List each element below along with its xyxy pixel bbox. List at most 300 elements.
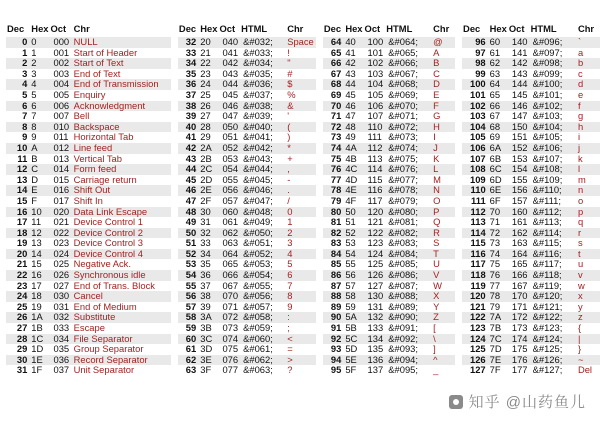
cell-oct: 024 bbox=[50, 249, 73, 260]
cell-dec: 104 bbox=[462, 122, 489, 133]
cell-dec: 69 bbox=[323, 90, 344, 101]
cell-html: &#075; bbox=[385, 154, 432, 165]
cell-hex: 18 bbox=[30, 291, 49, 302]
cell-dec: 88 bbox=[323, 291, 344, 302]
cell-oct: 057 bbox=[218, 196, 240, 207]
cell-html: &#095; bbox=[385, 365, 432, 376]
cell-chr: ; bbox=[286, 323, 316, 334]
cell-hex: 3B bbox=[199, 323, 218, 334]
cell-html: &#094; bbox=[385, 355, 432, 366]
cell-hex: 66 bbox=[489, 101, 508, 112]
table-row bbox=[323, 365, 455, 376]
cell-chr: 6 bbox=[286, 270, 316, 281]
cell-html: &#077; bbox=[385, 175, 432, 186]
ascii-table-lowercase bbox=[462, 22, 600, 376]
cell-dec: 98 bbox=[462, 58, 489, 69]
cell-html: &#071; bbox=[385, 111, 432, 122]
table-row bbox=[178, 196, 316, 207]
cell-chr: Start of Text bbox=[73, 58, 171, 69]
cell-html: &#040; bbox=[240, 122, 286, 133]
cell-html: &#121; bbox=[530, 302, 577, 313]
cell-oct: 145 bbox=[508, 90, 530, 101]
cell-chr: s bbox=[577, 238, 600, 249]
cell-oct: 171 bbox=[508, 302, 530, 313]
cell-chr: K bbox=[432, 154, 455, 165]
cell-hex: 1B bbox=[30, 323, 49, 334]
cell-oct: 037 bbox=[50, 365, 73, 376]
cell-hex: 23 bbox=[199, 69, 218, 80]
cell-html: &#051; bbox=[240, 238, 286, 249]
cell-chr: End of Medium bbox=[73, 302, 171, 313]
cell-hex: 5C bbox=[344, 334, 363, 345]
col-hex: Hex bbox=[489, 22, 508, 37]
cell-chr: 5 bbox=[286, 259, 316, 270]
cell-chr: N bbox=[432, 185, 455, 196]
cell-html: &#073; bbox=[385, 132, 432, 143]
table-row bbox=[323, 90, 455, 101]
cell-oct: 043 bbox=[218, 69, 240, 80]
ascii-table-uppercase bbox=[323, 22, 455, 376]
col-oct: Oct bbox=[218, 22, 240, 37]
ascii-table-punctuation-digits bbox=[178, 22, 316, 376]
cell-hex: 77 bbox=[489, 281, 508, 292]
cell-oct: 165 bbox=[508, 259, 530, 270]
cell-chr: End of Text bbox=[73, 69, 171, 80]
cell-html: &#067; bbox=[385, 69, 432, 80]
cell-oct: 103 bbox=[364, 69, 386, 80]
cell-oct: 174 bbox=[508, 334, 530, 345]
cell-hex: 3C bbox=[199, 334, 218, 345]
cell-dec: 48 bbox=[178, 207, 199, 218]
cell-dec: 43 bbox=[178, 154, 199, 165]
cell-chr: Acknowledgment bbox=[73, 101, 171, 112]
cell-html: &#101; bbox=[530, 90, 577, 101]
cell-html: &#084; bbox=[385, 249, 432, 260]
cell-chr: : bbox=[286, 312, 316, 323]
cell-oct: 023 bbox=[50, 238, 73, 249]
cell-hex: 28 bbox=[199, 122, 218, 133]
cell-dec: 5 bbox=[6, 90, 30, 101]
cell-hex: 74 bbox=[489, 249, 508, 260]
cell-oct: 131 bbox=[364, 302, 386, 313]
cell-dec: 16 bbox=[6, 207, 30, 218]
cell-oct: 053 bbox=[218, 154, 240, 165]
cell-dec: 111 bbox=[462, 196, 489, 207]
cell-chr: C bbox=[432, 69, 455, 80]
cell-dec: 58 bbox=[178, 312, 199, 323]
cell-html: &#062; bbox=[240, 355, 286, 366]
cell-oct: 065 bbox=[218, 259, 240, 270]
cell-dec: 12 bbox=[6, 164, 30, 175]
cell-chr: * bbox=[286, 143, 316, 154]
cell-hex: 1A bbox=[30, 312, 49, 323]
cell-chr: T bbox=[432, 249, 455, 260]
cell-hex: 4D bbox=[344, 175, 363, 186]
cell-html: &#054; bbox=[240, 270, 286, 281]
cell-chr: Carriage return bbox=[73, 175, 171, 186]
cell-dec: 91 bbox=[323, 323, 344, 334]
cell-dec: 17 bbox=[6, 217, 30, 228]
cell-dec: 110 bbox=[462, 185, 489, 196]
cell-html: &#107; bbox=[530, 154, 577, 165]
cell-dec: 24 bbox=[6, 291, 30, 302]
cell-dec: 114 bbox=[462, 228, 489, 239]
cell-hex: 29 bbox=[199, 132, 218, 143]
cell-dec: 59 bbox=[178, 323, 199, 334]
cell-hex: 5D bbox=[344, 344, 363, 355]
cell-dec: 37 bbox=[178, 90, 199, 101]
cell-dec: 99 bbox=[462, 69, 489, 80]
cell-hex: 10 bbox=[30, 207, 49, 218]
cell-chr: Line feed bbox=[73, 143, 171, 154]
cell-oct: 025 bbox=[50, 259, 73, 270]
cell-hex: 7B bbox=[489, 323, 508, 334]
cell-hex: 79 bbox=[489, 302, 508, 313]
cell-hex: 7E bbox=[489, 355, 508, 366]
cell-chr: _ bbox=[432, 365, 455, 376]
table-row bbox=[462, 143, 600, 154]
cell-hex: 42 bbox=[344, 58, 363, 69]
cell-chr: | bbox=[577, 334, 600, 345]
cell-dec: 41 bbox=[178, 132, 199, 143]
cell-hex: 35 bbox=[199, 259, 218, 270]
cell-dec: 61 bbox=[178, 344, 199, 355]
cell-hex: 75 bbox=[489, 259, 508, 270]
cell-hex: 0 bbox=[30, 37, 49, 48]
cell-chr: G bbox=[432, 111, 455, 122]
table-row bbox=[178, 143, 316, 154]
cell-oct: 137 bbox=[364, 365, 386, 376]
cell-dec: 101 bbox=[462, 90, 489, 101]
cell-html: &#093; bbox=[385, 344, 432, 355]
cell-chr: U bbox=[432, 259, 455, 270]
cell-dec: 124 bbox=[462, 334, 489, 345]
cell-oct: 135 bbox=[364, 344, 386, 355]
cell-chr: Device Control 3 bbox=[73, 238, 171, 249]
cell-oct: 170 bbox=[508, 291, 530, 302]
cell-chr: w bbox=[577, 281, 600, 292]
table-header-row bbox=[462, 22, 600, 37]
cell-oct: 064 bbox=[218, 249, 240, 260]
cell-html: &#124; bbox=[530, 334, 577, 345]
cell-oct: 005 bbox=[50, 90, 73, 101]
cell-chr: l bbox=[577, 164, 600, 175]
cell-dec: 18 bbox=[6, 228, 30, 239]
cell-html: &#036; bbox=[240, 79, 286, 90]
cell-oct: 166 bbox=[508, 270, 530, 281]
cell-html: &#102; bbox=[530, 101, 577, 112]
cell-hex: F bbox=[30, 196, 49, 207]
cell-chr: Bell bbox=[73, 111, 171, 122]
cell-oct: 072 bbox=[218, 312, 240, 323]
cell-hex: B bbox=[30, 154, 49, 165]
cell-html: &#100; bbox=[530, 79, 577, 90]
table-row bbox=[462, 365, 600, 376]
cell-dec: 70 bbox=[323, 101, 344, 112]
cell-html: &#090; bbox=[385, 312, 432, 323]
cell-hex: 37 bbox=[199, 281, 218, 292]
cell-oct: 153 bbox=[508, 154, 530, 165]
cell-oct: 106 bbox=[364, 101, 386, 112]
cell-chr: 8 bbox=[286, 291, 316, 302]
ascii-table-control-chars bbox=[6, 22, 171, 376]
col-oct: Oct bbox=[50, 22, 73, 37]
cell-hex: 17 bbox=[30, 281, 49, 292]
cell-html: &#057; bbox=[240, 302, 286, 313]
cell-chr: ] bbox=[432, 344, 455, 355]
table-row bbox=[6, 143, 171, 154]
cell-dec: 26 bbox=[6, 312, 30, 323]
col-hex: Hex bbox=[199, 22, 218, 37]
cell-oct: 007 bbox=[50, 111, 73, 122]
cell-oct: 041 bbox=[218, 48, 240, 59]
cell-hex: D bbox=[30, 175, 49, 186]
cell-chr: r bbox=[577, 228, 600, 239]
cell-html: &#080; bbox=[385, 207, 432, 218]
cell-dec: 105 bbox=[462, 132, 489, 143]
cell-oct: 054 bbox=[218, 164, 240, 175]
cell-chr: Device Control 4 bbox=[73, 249, 171, 260]
cell-html: &#092; bbox=[385, 334, 432, 345]
table-row bbox=[178, 37, 316, 48]
cell-chr: f bbox=[577, 101, 600, 112]
cell-chr: ~ bbox=[577, 355, 600, 366]
cell-chr: W bbox=[432, 281, 455, 292]
cell-hex: 1 bbox=[30, 48, 49, 59]
cell-html: &#120; bbox=[530, 291, 577, 302]
cell-hex: 33 bbox=[199, 238, 218, 249]
cell-hex: 5F bbox=[344, 365, 363, 376]
cell-chr: ! bbox=[286, 48, 316, 59]
cell-dec: 64 bbox=[323, 37, 344, 48]
cell-dec: 94 bbox=[323, 355, 344, 366]
cell-chr: Shift Out bbox=[73, 185, 171, 196]
cell-chr: n bbox=[577, 185, 600, 196]
cell-oct: 032 bbox=[50, 312, 73, 323]
cell-chr: Form feed bbox=[73, 164, 171, 175]
cell-html: &#035; bbox=[240, 69, 286, 80]
cell-oct: 033 bbox=[50, 323, 73, 334]
cell-oct: 152 bbox=[508, 143, 530, 154]
cell-html: &#076; bbox=[385, 164, 432, 175]
cell-chr: / bbox=[286, 196, 316, 207]
cell-html: &#033; bbox=[240, 48, 286, 59]
cell-oct: 113 bbox=[364, 154, 386, 165]
cell-oct: 162 bbox=[508, 228, 530, 239]
cell-hex: 52 bbox=[344, 228, 363, 239]
cell-dec: 90 bbox=[323, 312, 344, 323]
cell-dec: 93 bbox=[323, 344, 344, 355]
cell-chr: 3 bbox=[286, 238, 316, 249]
cell-oct: 167 bbox=[508, 281, 530, 292]
cell-chr: L bbox=[432, 164, 455, 175]
cell-hex: 3F bbox=[199, 365, 218, 376]
cell-chr: Start of Header bbox=[73, 48, 171, 59]
cell-chr: e bbox=[577, 90, 600, 101]
cell-dec: 9 bbox=[6, 132, 30, 143]
cell-dec: 14 bbox=[6, 185, 30, 196]
cell-chr: ' bbox=[286, 111, 316, 122]
cell-hex: 53 bbox=[344, 238, 363, 249]
cell-dec: 96 bbox=[462, 37, 489, 48]
cell-html: &#114; bbox=[530, 228, 577, 239]
cell-hex: 40 bbox=[344, 37, 363, 48]
cell-hex: 9 bbox=[30, 132, 49, 143]
cell-oct: 164 bbox=[508, 249, 530, 260]
cell-html: &#056; bbox=[240, 291, 286, 302]
cell-chr: y bbox=[577, 302, 600, 313]
cell-oct: 051 bbox=[218, 132, 240, 143]
cell-oct: 132 bbox=[364, 312, 386, 323]
cell-dec: 72 bbox=[323, 122, 344, 133]
cell-chr: R bbox=[432, 228, 455, 239]
cell-dec: 126 bbox=[462, 355, 489, 366]
cell-oct: 110 bbox=[364, 122, 386, 133]
cell-hex: 7A bbox=[489, 312, 508, 323]
cell-dec: 87 bbox=[323, 281, 344, 292]
cell-hex: 1D bbox=[30, 344, 49, 355]
cell-oct: 050 bbox=[218, 122, 240, 133]
cell-dec: 119 bbox=[462, 281, 489, 292]
table-header-row bbox=[6, 22, 171, 37]
cell-hex: 36 bbox=[199, 270, 218, 281]
cell-dec: 100 bbox=[462, 79, 489, 90]
cell-oct: 157 bbox=[508, 196, 530, 207]
cell-chr: x bbox=[577, 291, 600, 302]
cell-html: &#039; bbox=[240, 111, 286, 122]
cell-chr: ? bbox=[286, 365, 316, 376]
cell-dec: 80 bbox=[323, 207, 344, 218]
cell-dec: 63 bbox=[178, 365, 199, 376]
cell-oct: 011 bbox=[50, 132, 73, 143]
cell-hex: 67 bbox=[489, 111, 508, 122]
cell-oct: 067 bbox=[218, 281, 240, 292]
cell-oct: 120 bbox=[364, 207, 386, 218]
cell-hex: 7D bbox=[489, 344, 508, 355]
cell-dec: 81 bbox=[323, 217, 344, 228]
cell-hex: 4B bbox=[344, 154, 363, 165]
cell-chr: 0 bbox=[286, 207, 316, 218]
cell-oct: 044 bbox=[218, 79, 240, 90]
cell-oct: 010 bbox=[50, 122, 73, 133]
cell-dec: 82 bbox=[323, 228, 344, 239]
cell-oct: 121 bbox=[364, 217, 386, 228]
cell-chr: F bbox=[432, 101, 455, 112]
cell-hex: 5E bbox=[344, 355, 363, 366]
cell-chr: = bbox=[286, 344, 316, 355]
cell-html: &#063; bbox=[240, 365, 286, 376]
cell-chr: Record Separator bbox=[73, 355, 171, 366]
cell-oct: 014 bbox=[50, 164, 73, 175]
table-row bbox=[462, 90, 600, 101]
cell-chr: Escape bbox=[73, 323, 171, 334]
cell-hex: 34 bbox=[199, 249, 218, 260]
cell-chr: Enquiry bbox=[73, 90, 171, 101]
cell-html: &#105; bbox=[530, 132, 577, 143]
cell-dec: 4 bbox=[6, 79, 30, 90]
cell-dec: 65 bbox=[323, 48, 344, 59]
cell-chr: Device Control 2 bbox=[73, 228, 171, 239]
cell-chr: d bbox=[577, 79, 600, 90]
cell-dec: 38 bbox=[178, 101, 199, 112]
cell-oct: 026 bbox=[50, 270, 73, 281]
cell-oct: 035 bbox=[50, 344, 73, 355]
col-html: HTML bbox=[385, 22, 432, 37]
cell-html: &#108; bbox=[530, 164, 577, 175]
cell-hex: 51 bbox=[344, 217, 363, 228]
cell-oct: 056 bbox=[218, 185, 240, 196]
cell-hex: 8 bbox=[30, 122, 49, 133]
cell-dec: 46 bbox=[178, 185, 199, 196]
cell-hex: 2D bbox=[199, 175, 218, 186]
cell-oct: 122 bbox=[364, 228, 386, 239]
cell-hex: 24 bbox=[199, 79, 218, 90]
cell-hex: 5A bbox=[344, 312, 363, 323]
cell-dec: 118 bbox=[462, 270, 489, 281]
cell-oct: 031 bbox=[50, 302, 73, 313]
watermark-text: 知乎 @山药鱼儿 bbox=[468, 394, 586, 411]
cell-oct: 001 bbox=[50, 48, 73, 59]
cell-hex: 47 bbox=[344, 111, 363, 122]
cell-chr: Z bbox=[432, 312, 455, 323]
cell-hex: 50 bbox=[344, 207, 363, 218]
cell-html: &#034; bbox=[240, 58, 286, 69]
cell-oct: 112 bbox=[364, 143, 386, 154]
cell-html: &#085; bbox=[385, 259, 432, 270]
cell-oct: 003 bbox=[50, 69, 73, 80]
cell-chr: > bbox=[286, 355, 316, 366]
cell-oct: 127 bbox=[364, 281, 386, 292]
cell-dec: 49 bbox=[178, 217, 199, 228]
cell-dec: 73 bbox=[323, 132, 344, 143]
cell-html: &#086; bbox=[385, 270, 432, 281]
cell-oct: 021 bbox=[50, 217, 73, 228]
cell-hex: 7 bbox=[30, 111, 49, 122]
cell-oct: 004 bbox=[50, 79, 73, 90]
cell-oct: 000 bbox=[50, 37, 73, 48]
cell-chr: D bbox=[432, 79, 455, 90]
cell-html: &#111; bbox=[530, 196, 577, 207]
cell-hex: 78 bbox=[489, 291, 508, 302]
cell-oct: 176 bbox=[508, 355, 530, 366]
cell-oct: 146 bbox=[508, 101, 530, 112]
table-row bbox=[178, 90, 316, 101]
cell-oct: 172 bbox=[508, 312, 530, 323]
cell-dec: 89 bbox=[323, 302, 344, 313]
cell-oct: 042 bbox=[218, 58, 240, 69]
cell-dec: 20 bbox=[6, 249, 30, 260]
cell-html: &#038; bbox=[240, 101, 286, 112]
col-dec: Dec bbox=[178, 22, 199, 37]
cell-chr: P bbox=[432, 207, 455, 218]
cell-chr: Q bbox=[432, 217, 455, 228]
cell-dec: 84 bbox=[323, 249, 344, 260]
cell-dec: 3 bbox=[6, 69, 30, 80]
cell-html: &#042; bbox=[240, 143, 286, 154]
cell-html: &#053; bbox=[240, 259, 286, 270]
cell-hex: 68 bbox=[489, 122, 508, 133]
cell-html: &#088; bbox=[385, 291, 432, 302]
cell-hex: 2C bbox=[199, 164, 218, 175]
cell-dec: 47 bbox=[178, 196, 199, 207]
cell-hex: 27 bbox=[199, 111, 218, 122]
cell-hex: 2F bbox=[199, 196, 218, 207]
cell-chr: B bbox=[432, 58, 455, 69]
cell-chr: End of Transmission bbox=[73, 79, 171, 90]
cell-chr: g bbox=[577, 111, 600, 122]
cell-dec: 83 bbox=[323, 238, 344, 249]
cell-dec: 13 bbox=[6, 175, 30, 186]
